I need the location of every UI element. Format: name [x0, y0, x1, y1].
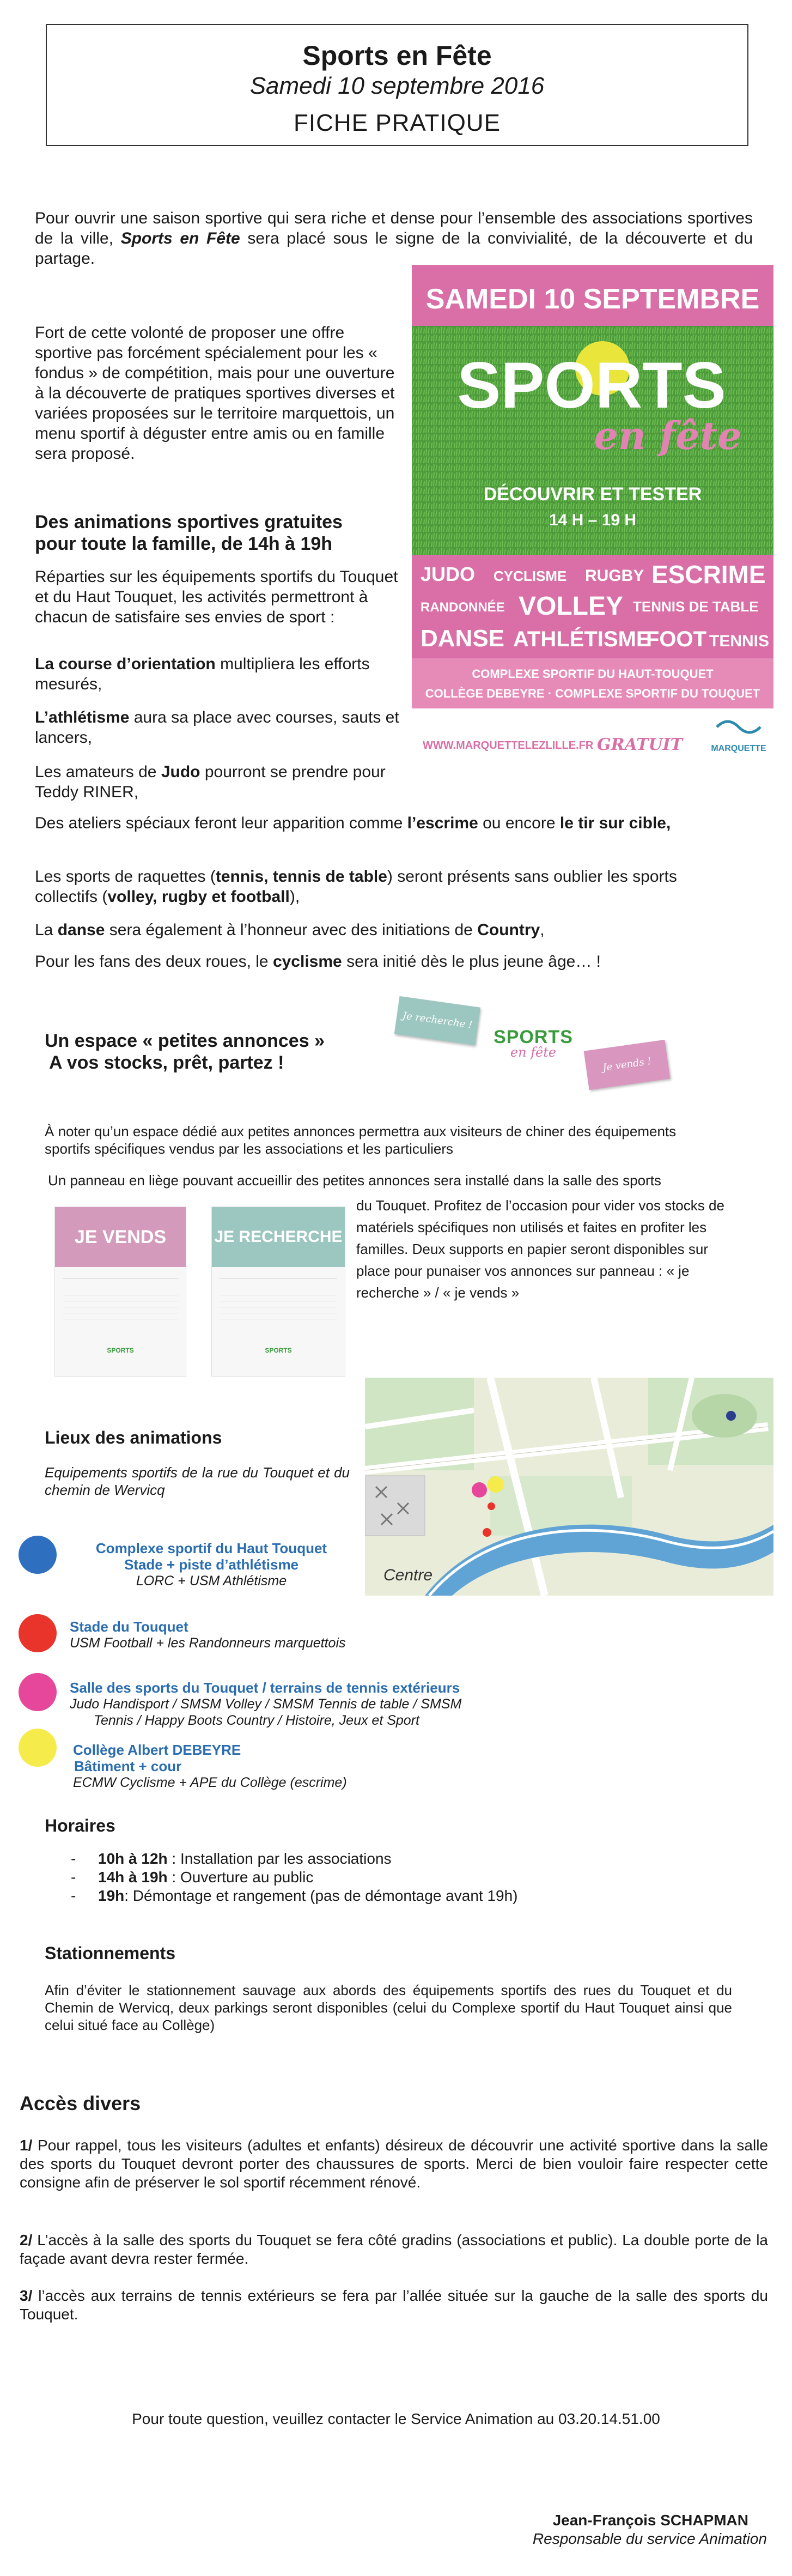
- legend-dot-yellow: [19, 1729, 57, 1767]
- intro-paragraph-1: Pour ouvrir une saison sportive qui sera riche et dense pour l’ensemble des associations sportives de la ville, Sports en Fête sera placé sous le signe de la convivialité, de la découverte et du partage.: [35, 209, 753, 268]
- event-date: Samedi 10 septembre 2016: [249, 72, 545, 99]
- poster-sport-tennis: TENNIS: [709, 632, 770, 650]
- annonces-paragraph-2-rest: du Touquet. Profitez de l’occasion pour vider vos stocks de matériels spécifiques non utilisés et faites en profiter les familles. Deux supports en papier seront disponibles sur place pour punaiser vos annonces sur panneau : « je recherche » / « je vends »: [356, 1197, 724, 1301]
- activity-athletisme: L’athlétisme aura sa place avec courses, sauts et lancers,: [35, 708, 399, 747]
- poster-date: SAMEDI 10 SEPTEMBRE: [425, 283, 760, 315]
- animations-title: Des animations sportives gratuites pour toute la famille, de 14h à 19h: [35, 512, 343, 554]
- activity-judo: Les amateurs de Judo pourront se prendre pour Teddy RINER,: [35, 763, 386, 801]
- stationnements-title: Stationnements: [45, 1943, 176, 1963]
- chip-sports-logo: SPORTS en fête: [494, 1027, 573, 1060]
- poster-venue-1: COMPLEXE SPORTIF DU HAUT-TOUQUET: [472, 667, 714, 681]
- signature: [465, 2511, 767, 2548]
- legend-item-salle-sports: Salle des sports du Touquet / terrains de tennis extérieurs Judo Handisport / SMSM Volley / SMSM Tennis de table / SMSM Tennis / Happy Boots Country / Histoire, Jeux et Sport: [70, 1680, 462, 1728]
- activity-raquettes: Les sports de raquettes (tennis, tennis de table) seront présents sans oublier les sports collectifs (volley, rugby et football),: [35, 868, 677, 906]
- horaires-list: [71, 1850, 670, 1905]
- annonces-paragraph-2-line1: Un panneau en liège pouvant accueillir des petites annonces sera installé dans la salle des sports: [48, 1172, 661, 1189]
- page-title: Sports en Fête: [302, 40, 492, 71]
- poster-hours: 14 H – 19 H: [549, 511, 637, 529]
- acces-item-3: 3/ l’accès aux terrains de tennis extérieurs se fera par l’allée située sur la gauche de la salle des sports du Touquet.: [20, 2287, 768, 2323]
- legend-dot-pink: [19, 1673, 57, 1711]
- horaire-item: - 10h à 12h : Installation par les associations: [71, 1850, 670, 1868]
- poster-gratuit: GRATUIT: [597, 735, 683, 754]
- legend-item-haut-touquet: Complexe sportif du Haut Touquet Stade + piste d’athlétisme LORC + USM Athlétisme: [95, 1540, 327, 1589]
- signature-role: Responsable du service Animation: [532, 2530, 767, 2547]
- activity-cyclisme: Pour les fans des deux roues, le cyclisme sera initié dès le plus jeune âge… !: [35, 953, 601, 971]
- acces-title: Accès divers: [20, 2092, 141, 2114]
- signature-name: Jean-François SCHAPMAN: [552, 2512, 748, 2529]
- activity-orientation: La course d’orientation multipliera les efforts mesurés,: [35, 655, 370, 693]
- map-graphic: [365, 1378, 773, 1596]
- lieux-title: Lieux des animations: [45, 1428, 222, 1447]
- legend-dot-blue: [19, 1536, 57, 1574]
- activity-ateliers: Des ateliers spéciaux feront leur apparition comme l’escrime ou encore le tir sur cible,: [35, 814, 671, 832]
- card-je-vends: JE VENDS SPORTS: [54, 1207, 186, 1377]
- annonces-paragraph-1: À noter qu’un espace dédié aux petites annonces permettra aux visiteurs de chiner des équipements sportifs spécifiques vendus par les associations et les particuliers: [45, 1123, 677, 1157]
- poster-sport-volley: VOLLEY: [519, 592, 624, 621]
- legend-dot-red: [19, 1614, 57, 1652]
- legend-item-college: Collège Albert DEBEYRE Bâtiment + cour ECMW Cyclisme + APE du Collège (escrime): [73, 1742, 347, 1790]
- animations-intro: Réparties sur les équipements sportifs du Touquet et du Haut Touquet, les activités permettront à chacun de satisfaire ses envies de sport :: [35, 568, 398, 626]
- map-label-centre: Centre: [383, 1566, 433, 1584]
- poster-sport-foot: FOOT: [646, 627, 707, 651]
- contact-text: Pour toute question, veuillez contacter le Service Animation au 03.20.14.51.00: [132, 2410, 660, 2427]
- header-box: [46, 24, 748, 146]
- lieux-subtitle: Equipements sportifs de la rue du Touquet et du chemin de Wervicq: [45, 1464, 350, 1498]
- stationnements-text: Afin d’éviter le stationnement sauvage aux abords des équipements sportifs des rues du Touquet et du Chemin de Wervicq, deux parkings seront disponibles (celui du Complexe sportif du Haut Touquet ainsi que celui situé face au Collège): [45, 1982, 732, 2033]
- page-subtitle: FICHE PRATIQUE: [294, 110, 501, 136]
- chip-je-vends: Je vends !: [584, 1040, 671, 1090]
- annonces-title: Un espace « petites annonces » A vos stocks, prêt, partez !: [45, 1031, 325, 1073]
- horaire-item: - 14h à 19h : Ouverture au public: [71, 1868, 670, 1887]
- poster-sport-judo: JUDO: [421, 563, 476, 585]
- intro-paragraph-2: Fort de cette volonté de proposer une offre sportive pas forcément spécialement pour les « fondus » de compétition, mais pour une ouverture à la découverte de pratiques sportives diverses et variées proposées sur le territoire marquettois, un menu sportif à déguster entre amis ou en famille sera proposé.: [35, 324, 395, 463]
- poster-brand: MARQUETTE: [711, 744, 766, 753]
- card-je-recherche: JE RECHERCHE SPORTS: [211, 1207, 345, 1377]
- chip-je-recherche: Je recherche !: [394, 996, 480, 1045]
- horaires-title: Horaires: [45, 1816, 115, 1835]
- poster-logo-en-fete: en fête: [594, 413, 742, 458]
- poster-venue-2: COLLÈGE DEBEYRE · COMPLEXE SPORTIF DU TOUQUET: [425, 687, 760, 700]
- horaire-item: - 19h: Démontage et rangement (pas de démontage avant 19h): [71, 1887, 670, 1905]
- acces-item-2: 2/ L’accès à la salle des sports du Touquet se fera côté gradins (associations et public). La double porte de la façade avant devra rester fermée.: [20, 2232, 768, 2267]
- location-map: [365, 1378, 773, 1596]
- legend-item-stade: Stade du Touquet USM Football + les Randonneurs marquettois: [70, 1619, 346, 1651]
- acces-item-1: 1/ Pour rappel, tous les visiteurs (adultes et enfants) désireux de découvrir une activité sportive dans la salle des sports du Touquet devront porter des chaussures de sports. Merci de bien vouloir faire respecter cette consigne afin de préserver le sol sportif récemment rénové.: [20, 2137, 768, 2191]
- poster-sport-tennis-de-table: TENNIS DE TABLE: [633, 598, 759, 615]
- poster-sport-escrime: ESCRIME: [651, 560, 766, 589]
- poster-decouvrir: DÉCOUVRIR ET TESTER: [483, 484, 702, 505]
- poster-sport-danse: DANSE: [421, 625, 505, 652]
- poster-logo-sports: SPORTS: [457, 349, 726, 422]
- poster-sport-cyclisme: CYCLISME: [494, 568, 567, 584]
- poster-sport-rugby: RUGBY: [585, 567, 644, 585]
- event-poster: [412, 265, 773, 763]
- poster-sport-athletisme: ATHLÉTISME: [513, 627, 651, 651]
- poster-graphic: [412, 265, 773, 763]
- activity-danse: La danse sera également à l’honneur avec des initiations de Country,: [35, 921, 545, 939]
- poster-url: WWW.MARQUETTELEZLILLE.FR: [423, 740, 594, 751]
- poster-sport-randonnee: RANDONNÉE: [421, 600, 505, 615]
